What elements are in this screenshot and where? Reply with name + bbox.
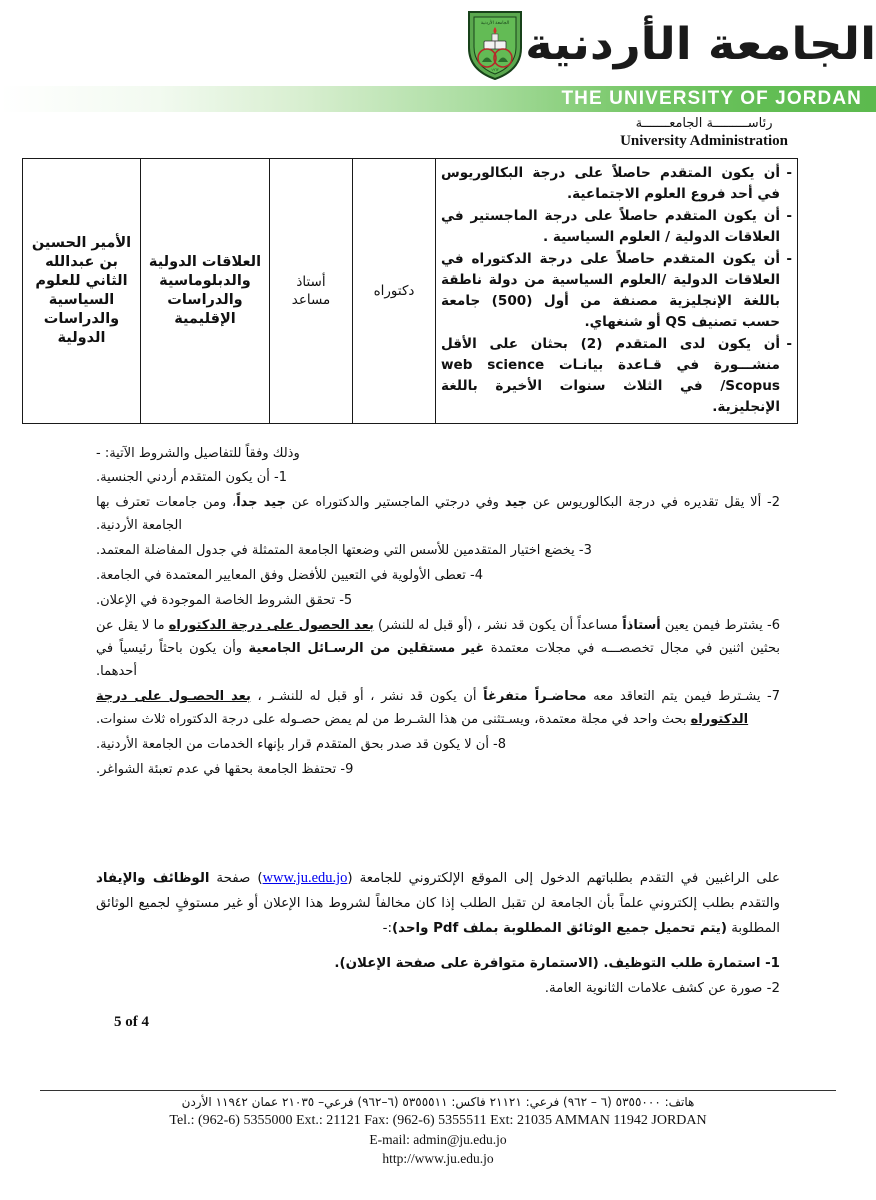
requirements-list <box>441 163 792 418</box>
apply-text-part2: ) صفحة <box>209 871 263 886</box>
requirement-item: - أن يكون المتقدم حاصلاً على درجة الدكتوراه في العلاقات الدولية /العلوم السياسية من دولة ناطقة باللغة الإنجليزية مصنفة من أول (500) جامعة حسب تصنيف QS أو شنغهاي. <box>441 249 792 333</box>
conditions-intro: وذلك وفقاً للتفاصيل والشروط الآتية: - <box>96 446 300 461</box>
condition-item: 4- تعطى الأولوية في التعيين للأفضل وفق المعايير المعتمدة في الجامعة. <box>96 568 483 583</box>
university-name-en: THE UNIVERSITY OF JORDAN <box>561 88 862 109</box>
svg-text:الجامعة الأردنية: الجامعة الأردنية <box>480 21 510 26</box>
page-number: 5 of 4 <box>114 1014 149 1030</box>
letterhead-logo-row <box>465 8 876 82</box>
condition-item: 8- أن لا يكون قد صدر بحق المتقدم قرار بإنهاء الخدمات من الجامعة الأردنية. <box>96 737 507 752</box>
conditions-section <box>96 442 780 783</box>
arabic-wordmark: الجامعة الأردنية <box>524 19 876 70</box>
document-footer <box>0 1094 876 1168</box>
requirement-item: - أن يكون المتقدم حاصلاً على درجة الماجستير في العلاقات الدولية / العلوم السياسية . <box>441 206 792 248</box>
condition-item: 2- ألا يقل تقديره في درجة البكالوريوس عن جيد وفي درجتي الماجستير والدكتوراه عن جيد جداً، ومن جامعات تعترف بها الجامعة الأردنية. <box>96 495 781 533</box>
apply-bold-section: الوظائف والإيفاد <box>96 871 210 886</box>
requirement-item: - أن يكون المتقدم حاصلاً على درجة البكالوريوس في أحد فروع العلوم الاجتماعية. <box>441 163 792 205</box>
condition-item: 9- تحتفظ الجامعة بحقها في عدم تعبئة الشواغر. <box>96 762 354 777</box>
administration-label-en: University Administration <box>620 133 788 149</box>
university-website-link[interactable]: www.ju.edu.jo <box>262 870 348 886</box>
table-row <box>23 159 798 424</box>
apply-text-part3: والتقدم بطلب إلكتروني علماً بأن الجامعة لن تقبل الطلب إذا كان مخالفاً لشروط هذا الإعلان أو غير مستوفٍ لجميع الوثائق المطلوبة <box>96 896 780 936</box>
document-item: 1- استمارة طلب التوظيف. (الاستمارة متوافرة على صفحة الإعلان). <box>334 956 780 971</box>
condition-item: 5- تحقق الشروط الخاصة الموجودة في الإعلان. <box>96 593 353 608</box>
requirements-table-wrapper <box>31 158 798 424</box>
apply-bold-note: (يتم تحميل جميع الوثائق المطلوبة بملف Pdf واحد) <box>391 921 727 936</box>
apply-text-end: :- <box>382 921 392 936</box>
document-header <box>0 0 876 150</box>
apply-text-part1: على الراغبين في التقدم بطلباتهم الدخول إلى الموقع الإلكتروني للجامعة ( <box>347 871 780 886</box>
cell-department: العلاقات الدولية والدبلوماسية والدراسات الإقليمية <box>141 159 270 424</box>
footer-divider <box>40 1090 836 1091</box>
cell-rank: أستاذ مساعد <box>270 159 353 424</box>
cell-requirements <box>436 159 798 424</box>
footer-url: http://www.ju.edu.jo <box>382 1151 494 1166</box>
footer-contact-en: Tel.: (962-6) 5355000 Ext.: 21121 Fax: (962-6) 5355511 Ext: 21035 AMMAN 11942 JORDAN <box>169 1113 707 1128</box>
required-documents-list <box>96 951 780 1001</box>
cell-position: الأمير الحسين بن عبدالله الثاني للعلوم السياسية والدراسات الدولية <box>23 159 141 424</box>
cell-degree: دكتوراه <box>353 159 436 424</box>
document-item: 2- صورة عن كشف علامات الثانوية العامة. <box>544 981 780 996</box>
administration-label-ar: رئاســـــــــة الجامعـــــــة <box>635 116 773 131</box>
requirement-item: - أن يكون لدى المتقدم (2) بحثان على الأقل منشـــورة في قـاعدة بيانـات web science /Scopus في الثلاث سنوات الأخيرة باللغة الإنجليزية. <box>441 334 792 418</box>
condition-item: 3- يخضع اختيار المتقدمين للأسس التي وضعتها الجامعة المتمثلة في جدول المفاضلة المعتمد. <box>96 543 592 558</box>
condition-item: 7- يشـترط فيمن يتم التعاقد معه محاضـراً متفرغاً أن يكون قد نشر ، أو قبل له للنشـر ، بعد الحصـول على درجة الدكتوراه بحث واحد في مجلة معتمدة، ويسـتثنى من هذا الشـرط من لم يمض حصـوله على درجة الدكتوراه ثلاث سنوات. <box>96 689 781 727</box>
svg-text:١٩٦٢: ١٩٦٢ <box>491 68 499 72</box>
requirements-table <box>22 158 798 424</box>
condition-item: 6- يشترط فيمن يعين أستاذاً مساعداً أن يكون قد نشر ، (أو قبل له للنشر) بعد الحصول على درجة الدكتوراه ما لا يقل عن بحثين اثنين في مجال تخصصـــه في مجلات معتمدة غير مستقلين من الرسـائل الجامعية وأن يكون باحثاً رئيسياً في أحدهما. <box>96 618 781 679</box>
application-instructions <box>96 866 780 1001</box>
administration-block <box>620 116 788 150</box>
condition-item: 1- أن يكون المتقدم أردني الجنسية. <box>96 470 287 485</box>
footer-email: E-mail: admin@ju.edu.jo <box>369 1132 507 1147</box>
footer-contact-ar: هاتف: ٥٣٥٥٠٠٠ (٦ – ٩٦٢) فرعي: ٢١١٢١ فاكس: ٥٣٥٥٥١١ (٦–٩٦٢) فرعي– ٢١٠٣٥ عمان ١١٩٤٢ الأردن <box>181 1095 695 1109</box>
conditions-list <box>96 466 780 781</box>
university-crest-icon <box>465 8 525 82</box>
